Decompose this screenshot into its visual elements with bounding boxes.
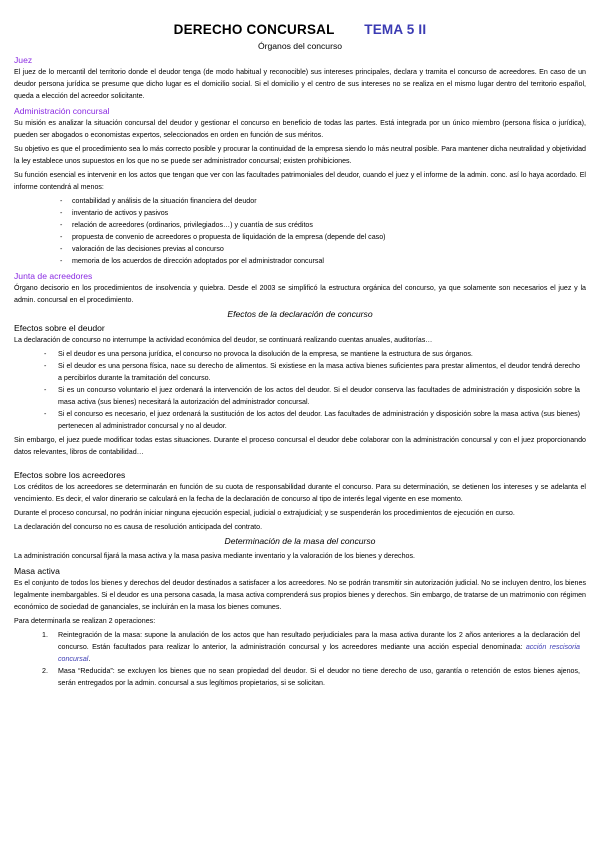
- list-item: 1. Reintegración de la masa: supone la anulación de los actos que han resultado perjudiciales para la masa activa durante los 2 años anteriores a la declaración del concurso. Están facultados para realizar lo anterior, la administración concursal y los acreedores mediante una acción especial denominada: acción rescisoria concursal.: [42, 631, 580, 663]
- list-item: - valoración de las decisiones previas al concurso: [60, 245, 224, 253]
- title-tema: TEMA 5 II: [364, 22, 427, 37]
- heading-masa-activa: Masa activa: [14, 566, 60, 576]
- paragraph-masa-1: Es el conjunto de todos los bienes y derechos del deudor destinados a satisfacer a los acreedores. No se podrán transmitir sin autorización judicial. No se incluyen dentro, los bienes legalmente inembargables. Si el deudor es una persona casada, la masa activa comprenderá sus propios bienes y derechos. Sin embargo, de tratarse de un matrimonio con régimen económico de sociedad de gananciales, se incluirán en la masa los bienes comunes.: [14, 579, 586, 611]
- paragraph-acreedores-2: Durante el proceso concursal, no podrán iniciar ninguna ejecución especial, judicial o extrajudicial; y se suspenderán los procedimientos de ejecución en curso.: [14, 509, 515, 517]
- list-item: 2. Masa “Reducida”: se excluyen los bienes que no sean propiedad del deudor. Si el deudor no tiene derecho de uso, garantía o retención de estos bienes ajenos, serán entregados por la admin. concursal a sus legítimos propietarios, si se solicitan.: [42, 667, 580, 687]
- paragraph-masa-2: Para determinarla se realizan 2 operaciones:: [14, 617, 156, 625]
- accion-rescisoria-term: acción rescisoria concursal: [58, 643, 580, 663]
- list-item: - inventario de activos y pasivos: [60, 209, 169, 217]
- paragraph-juez: El juez de lo mercantil del territorio donde el deudor tenga (de modo habitual y reconocible) sus intereses principales, declara y tramita el concurso de acreedores. En caso de un deudor persona jurídica se presume que dicho lugar es el domicilio social. Si el domicilio y el centro de sus intereses no se realiza en el mismo lugar dentro del territorio español, queda a elección del acreedor solicitante.: [14, 68, 586, 100]
- list-item: - propuesta de convenio de acreedores o propuesta de liquidación de la empresa (depende del caso): [60, 233, 386, 241]
- heading-efectos-acreedores: Efectos sobre los acreedores: [14, 470, 126, 480]
- heading-administracion: Administración concursal: [14, 106, 110, 116]
- list-item: - contabilidad y análisis de la situación financiera del deudor: [60, 197, 257, 205]
- section-title-efectos: Efectos de la declaración de concurso: [227, 309, 373, 319]
- section-title-masa: Determinación de la masa del concurso: [224, 536, 376, 546]
- paragraph-admin-2: Su objetivo es que el procedimiento sea lo más correcto posible y procurar la continuidad de la empresa siendo lo más neutral posible. Para mantener dicha neutralidad y objetividad la ley establece unos supuestos en los que no se puede ser administrador concursal; existen prohibiciones.: [14, 145, 586, 165]
- section-title-organos: Órganos del concurso: [257, 41, 343, 51]
- deudor-list: [14, 348, 586, 432]
- heading-junta: Junta de acreedores: [14, 271, 93, 281]
- list-item: - Si es un concurso voluntario el juez ordenará la intervención de los actos del deudor. Si el deudor conserva las facultades de administración y disposición sobre la masa activa (sus bienes) necesitará la autorización del administrador concursal.: [44, 386, 580, 406]
- heading-efectos-deudor: Efectos sobre el deudor: [14, 323, 105, 333]
- document-title: [14, 22, 586, 37]
- paragraph-deudor-outro: Sin embargo, el juez puede modificar todas estas situaciones. Durante el proceso concursal el deudor debe colaborar con la administración concursal y con el juez proporcionando datos relevantes, libros de contabilidad…: [14, 436, 586, 456]
- paragraph-masa-intro: La administración concursal fijará la masa activa y la masa pasiva mediante inventario y la valoración de los bienes y derechos.: [14, 552, 416, 560]
- paragraph-deudor-intro: La declaración de concurso no interrumpe la actividad económica del deudor, se continuará realizando cuentas anuales, auditorías…: [14, 336, 433, 344]
- list-item: - Si el concurso es necesario, el juez ordenará la sustitución de los actos del deudor. Las facultades de administración y disposición sobre la masa activa (sus bienes) pertenecen al administrador concursal y no al deudor.: [44, 410, 580, 430]
- operaciones-list: [14, 629, 586, 689]
- paragraph-admin-1: Su misión es analizar la situación concursal del deudor y gestionar el concurso en beneficio de todas las partes. Está integrada por un único miembro (persona física o jurídica), pueden ser abogados o economistas expertos, seleccionados en orden en función de sus méritos.: [14, 119, 586, 139]
- paragraph-acreedores-1: Los créditos de los acreedores se determinarán en función de su cuota de responsabilidad durante el concurso. Para su determinación, se detienen los intereses y se adelanta el vencimiento. Es decir, el valor dinerario se calculará en la fecha de la declaración de concurso al tipo de interés legal vigente en ese momento.: [14, 483, 586, 503]
- list-item: - memoria de los acuerdos de dirección adoptados por el administrador concursal: [60, 257, 324, 265]
- informe-list: [14, 195, 586, 267]
- paragraph-junta: Órgano decisorio en los procedimientos de insolvencia y quiebra. Desde el 2003 se simplificó la estructura orgánica del concurso, ya que solamente son necesarios el juez y la admin. concursal en el procedimiento.: [14, 284, 586, 304]
- list-item: - Si el deudor es una persona jurídica, el concurso no provoca la disolución de la empresa, se mantiene la estructura de sus órganos.: [44, 350, 473, 358]
- title-main: DERECHO CONCURSAL: [173, 22, 335, 37]
- list-item: - relación de acreedores (ordinarios, privilegiados…) y cuantía de sus créditos: [60, 221, 313, 229]
- heading-juez: Juez: [14, 55, 33, 65]
- paragraph-acreedores-3: La declaración del concurso no es causa de resolución anticipada del contrato.: [14, 523, 263, 531]
- paragraph-admin-3: Su función esencial es intervenir en los actos que tengan que ver con las facultades patrimoniales del deudor, cuando el juez y el informe de la admin. conc. así lo haya acordado. El informe contendrá al menos:: [14, 171, 586, 191]
- list-item: - Si el deudor es una persona física, nace su derecho de alimentos. Si existiese en la masa activa bienes suficientes para prestar alimentos, el deudor tendrá derecho a percibirlos durante la tramitación del concurso.: [44, 362, 580, 382]
